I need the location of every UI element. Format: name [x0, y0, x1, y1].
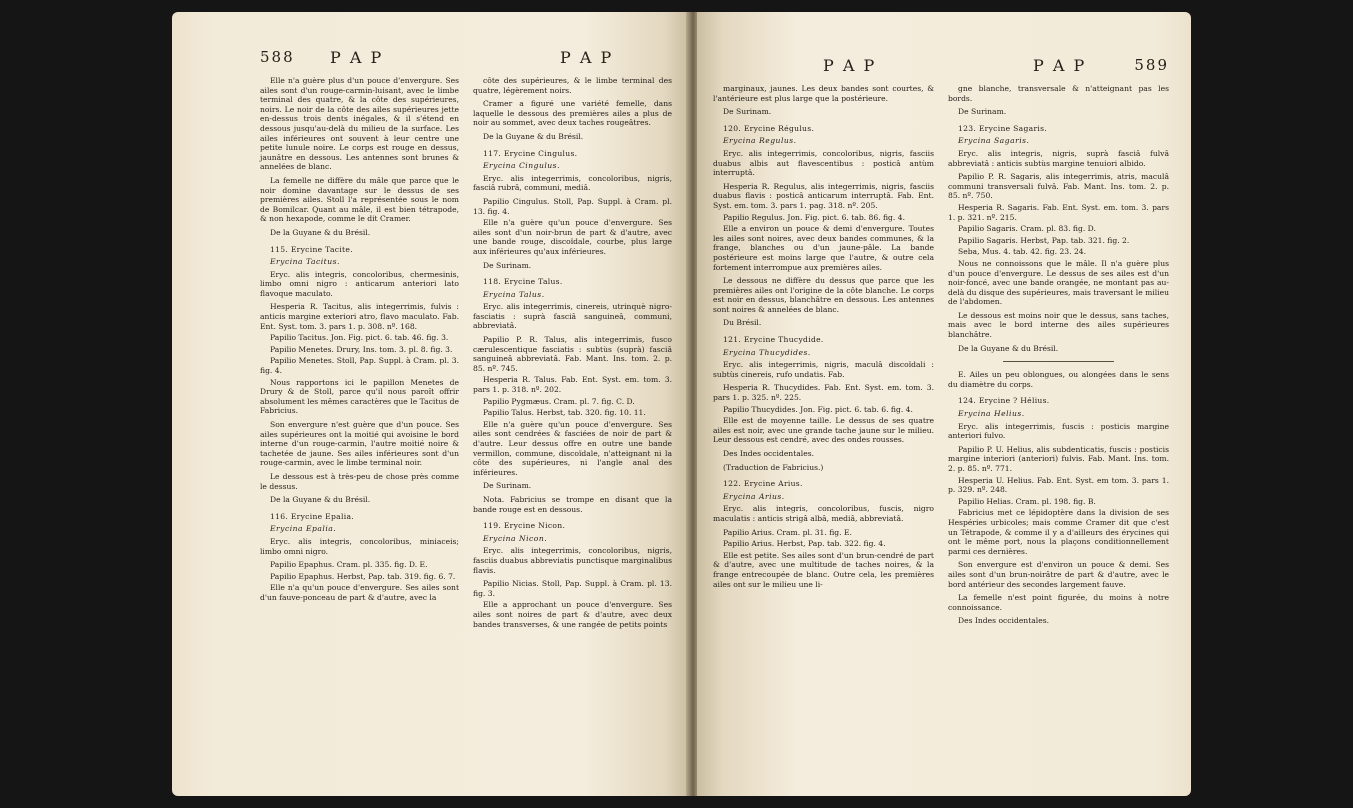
- entry-heading: 115. Erycine Tacite.: [270, 244, 353, 254]
- paragraph: Elle n'a guère plus d'un pouce d'envergure. Ses ailes sont d'un rouge-carmin-luisant, avec le limbe terminal des quatre, & la côte des supérieures, noirs. Le noir de la côte des ailes supérieures jette en-dessus trois dents inégales, & il s'étend en dessous jusqu'au-delà du milieu de la surface. Les ailes inférieures ont souvent à leur centre une petite lunule noire. Le corps est rouge en dessus, jaunâtre en dessous. Les antennes sont brunes & annelées de blanc.: [260, 76, 459, 172]
- running-head-title: P A P: [1033, 56, 1087, 75]
- entry-heading: 123. Erycine Sagaris.: [958, 123, 1048, 133]
- page-number: 589: [1134, 56, 1169, 74]
- paragraph: Eryc. alis integerrimis, nigris, maculâ discoïdali : subtùs cinereis, rufo undatis. Fab.: [713, 360, 934, 379]
- paragraph: côte des supérieures, & le limbe terminal des quatre, légèrement noirs.: [473, 76, 672, 95]
- paragraph: Eryc. alis integris, concoloribus, fuscis, nigro maculatis : anticis strigâ albâ, mediâ, abbreviatâ.: [713, 504, 934, 523]
- paragraph: (Traduction de Fabricius.): [723, 462, 824, 472]
- reference: Papilio Menetes. Drury, Ins. tom. 3. pl. 8. fig. 3.: [270, 344, 453, 354]
- latin-name: Erycina Tacitus.: [270, 257, 340, 267]
- paragraph: Elle est petite. Ses ailes sont d'un brun-cendré de part & d'autre, avec une multitude de taches noires, & la frange entrecoupée de blanc. Outre cela, les premières ailes ont sur le milieu une li-: [713, 550, 934, 589]
- latin-name: Erycina Sagaris.: [958, 136, 1030, 146]
- latin-name: Erycina Regulus.: [723, 136, 797, 146]
- paragraph: Des Indes occidentales.: [723, 449, 815, 458]
- paragraph: Elle est de moyenne taille. Le dessus de ses quatre ailes est noir, avec une grande tache jaune sur le milieu. Leur dessous est cendré, avec des ondes rousses.: [713, 416, 934, 445]
- reference: Seba, Mus. 4. tab. 42. fig. 23. 24.: [958, 247, 1087, 257]
- entry-heading: 116. Erycine Epalia.: [270, 511, 354, 521]
- latin-name: Erycina Epalia.: [270, 524, 337, 534]
- reference: Hesperia R. Thucydides. Fab. Ent. Syst. em. tom. 3. pars 1. p. 325. nº. 225.: [713, 383, 934, 403]
- latin-name: Erycina Nicon.: [483, 533, 548, 543]
- reference: Papilio P. R. Sagaris, alis integerrimis, atris, maculâ communi transversali fulvâ. Fab. Mant. Ins. tom. 2. p. 85. nº. 750.: [948, 172, 1169, 201]
- paragraph: Le dessous ne diffère du dessus que parce que les premières ailes ont l'origine de la côte blanche. Le corps est noir en dessus, blanchâtre en dessous. Les antennes sont noires & annelées de blanc.: [713, 276, 934, 314]
- paragraph: De Surinam.: [958, 107, 1007, 117]
- reference: Papilio Thucydides. Jon. Fig. pict. 6. tab. 6. fig. 4.: [723, 404, 913, 414]
- reference: Papilio Epaphus. Cram. pl. 335. fig. D. E.: [270, 560, 428, 570]
- reference: Papilio Regulus. Jon. Fig. pict. 6. tab. 86. fig. 4.: [723, 212, 905, 222]
- entry-heading: 122. Erycine Arius.: [723, 479, 803, 489]
- reference: Papilio Cingulus. Stoll, Pap. Suppl. à Cram. pl. 13. fig. 4.: [473, 196, 672, 216]
- paragraph: De la Guyane & du Brésil.: [270, 495, 371, 505]
- running-head-title: P A P: [560, 48, 614, 67]
- paragraph: Elle n'a qu'un pouce d'envergure. Ses ailes sont d'un fauve-ponceau de part & d'autre, avec la: [260, 583, 459, 602]
- reference: Papilio Arius. Herbst, Pap. tab. 322. fig. 4.: [723, 539, 886, 549]
- right-column-2: [948, 84, 1169, 630]
- reference: Papilio Sagaris. Cram. pl. 83. fig. D.: [958, 224, 1096, 234]
- paragraph: De la Guyane & du Brésil.: [958, 343, 1059, 353]
- reference: Papilio Menetes. Stoll, Pap. Suppl. à Cram. pl. 3. fig. 4.: [260, 356, 459, 376]
- paragraph: Du Brésil.: [723, 318, 762, 328]
- latin-name: Erycina Arius.: [723, 491, 785, 501]
- paragraph: Cramer a figuré une variété femelle, dans laquelle le dessous des premières ailes a plus de noir au sommet, avec deux taches rougeâtres.: [473, 99, 672, 128]
- paragraph: Eryc. alis integerrimis, concoloribus, nigris, fasciâ rubrâ, communi, mediâ.: [473, 173, 672, 193]
- running-head-title: P A P: [823, 56, 877, 75]
- right-running-head: [713, 56, 1169, 78]
- reference: Papilio Epaphus. Herbst, Pap. tab. 319. fig. 6. 7.: [270, 571, 456, 581]
- left-page: [172, 12, 690, 796]
- reference: Papilio Pygmæus. Cram. pl. 7. fig. C. D.: [483, 396, 635, 406]
- reference: Papilio Arius. Cram. pl. 31. fig. E.: [723, 527, 852, 537]
- paragraph: Son envergure est d'environ un pouce & demi. Ses ailes sont d'un brun-noirâtre de part & d'autre, avec le bord antérieur des secondes largement fauve.: [948, 560, 1169, 589]
- reference: Hesperia R. Regulus, alis integerrimis, nigris, fasciis duabus flavis : posticâ anticarum interruptâ. Fab. Ent. Syst. em. tom. 3. pars 1. pag. 318. nº. 205.: [713, 181, 934, 210]
- page-number: 588: [260, 48, 295, 66]
- reference: Papilio P. R. Talus, alis integerrimis, fusco cærulescentique fasciatis : subtùs (suprà) fasciâ sanguineâ abbreviatâ. Fab. Mant. Ins. tom. 2. p. 85. nº. 745.: [473, 335, 672, 373]
- entry-heading: 124. Erycine ? Hélius.: [958, 396, 1050, 406]
- latin-name: Erycina Talus.: [483, 289, 545, 299]
- right-column-1: [713, 84, 934, 630]
- paragraph: De la Guyane & du Brésil.: [270, 227, 371, 237]
- reference: Hesperia R. Tacitus, alis integerrimis, fulvis : anticis margine exteriori atro, flavo maculato. Fab. Ent. Syst. tom. 3. pars 1. p. 308. nº. 168.: [260, 302, 459, 331]
- reference: Papilio Talus. Herbst, tab. 320. fig. 10. 11.: [483, 408, 646, 418]
- reference: Papilio Nicias. Stoll, Pap. Suppl. à Cram. pl. 13. fig. 3.: [473, 579, 672, 598]
- paragraph: De la Guyane & du Brésil.: [483, 131, 584, 141]
- paragraph: La femelle n'est point figurée, du moins à notre connoissance.: [948, 593, 1169, 612]
- paragraph: Eryc. alis integerrimis, concoloribus, nigris, fasciis duabus abbreviatis punctisque marginalibus flavis.: [473, 546, 672, 575]
- left-column-1: [260, 76, 459, 633]
- paragraph: De Surinam.: [483, 260, 532, 270]
- paragraph: Eryc. alis integerrimis, fuscis : posticis margine anteriori fulvo.: [948, 421, 1169, 441]
- paragraph: Son envergure n'est guère que d'un pouce. Ses ailes supérieures ont la moitié qui avoisine le bord interne d'un rouge-carmin, l'autre moitié noire & tachetée de jaune. Ses ailes inférieures sont d'un rouge-carmin, avec le limbe terminal noir.: [260, 420, 459, 468]
- paragraph: Nota. Fabricius se trompe en disant que la bande rouge est en dessous.: [473, 494, 672, 514]
- reference: Papilio Tacitus. Jon. Fig. pict. 6. tab. 46. fig. 3.: [270, 333, 449, 343]
- paragraph: Elle n'a guère qu'un pouce d'envergure. Ses ailes sont d'un noir-brun de part & d'autre, avec une bande rouge, discoïdale, courbe, plus large aux inférieures qu'aux inférieures.: [473, 218, 672, 256]
- paragraph: Fabricius met ce lépidoptère dans la division de ses Hespéries urbicoles; mais comme Cramer dit que c'est un Tétrapode, & comme il y a d'ailleurs des érycines qui ont le même port, nous la plaçons conditionnellement parmi ces dernières.: [948, 508, 1169, 556]
- paragraph: Elle a approchant un pouce d'envergure. Ses ailes sont noires de part & d'autre, avec deux bandes transverses, & une rangée de petits points: [473, 600, 672, 629]
- paragraph: Eryc. alis integris, concoloribus, chermesinis, limbo omni nigro : anticarum anteriori lato flavoque maculato.: [260, 269, 459, 298]
- paragraph: Le dessous est moins noir que le dessus, sans taches, mais avec le bord interne des ailes supérieures blanchâtre.: [948, 310, 1169, 340]
- entry-heading: 119. Erycine Nicon.: [483, 521, 566, 531]
- paragraph: Nous ne connoissons que le mâle. Il n'a guère plus d'un pouce d'envergure. Le dessus de ses ailes est d'un noir-foncé, avec une bande orangée, ne montant pas au-delà du disque des supérieures, mais traversant le milieu de l'abdomen.: [948, 258, 1169, 307]
- paragraph: Des Indes occidentales.: [958, 616, 1050, 626]
- paragraph: Eryc. alis integerrimis, cinereis, utrinquè nigro-fasciatis : suprà fasciâ sanguineâ, communi, abbreviatâ.: [473, 302, 672, 331]
- entry-heading: 117. Erycine Cingulus.: [483, 148, 578, 158]
- paragraph: Eryc. alis integris, concoloribus, miniaceis; limbo omni nigro.: [260, 536, 459, 556]
- paragraph: Nous rapportons ici le papillon Menetes de Drury & de Stoll, parce qu'il nous paroît offrir absolument les mêmes caractères que le Tacitus de Fabricius.: [260, 377, 459, 416]
- reference: Papilio Sagaris. Herbst, Pap. tab. 321. fig. 2.: [958, 235, 1130, 245]
- right-columns: [713, 84, 1169, 630]
- latin-name: Erycina Helius.: [958, 409, 1025, 419]
- entry-heading: 120. Erycine Régulus.: [723, 123, 815, 133]
- paragraph: marginaux, jaunes. Les deux bandes sont courtes, & l'antérieure est plus large que la postérieure.: [713, 84, 934, 103]
- paragraph: E. Ailes un peu oblongues, ou alongées dans le sens du diamètre du corps.: [948, 370, 1169, 389]
- paragraph: Elle a environ un pouce & demi d'envergure. Toutes les ailes sont noires, avec deux bandes communes, & la frange, blanches ou d'un jaune-pâle. La bande postérieure est moins large que l'autre, & outre cela fortement interrompue aux premières ailes.: [713, 224, 934, 272]
- paragraph: gne blanche, transversale & n'atteignant pas les bords.: [948, 84, 1169, 103]
- reference: Hesperia U. Helius. Fab. Ent. Syst. em tom. 3. pars 1. p. 329. nº. 248.: [948, 475, 1169, 495]
- paragraph: Eryc. alis integerrimis, concoloribus, nigris, fasciis duabus albis aut flavescentibus : posticâ antùm interruptâ.: [713, 148, 934, 178]
- paragraph: De Surinam.: [483, 481, 532, 491]
- entry-heading: 121. Erycine Thucydide.: [723, 335, 824, 345]
- reference: Hesperia R. Talus. Fab. Ent. Syst. em. tom. 3. pars 1. p. 318. nº. 202.: [473, 375, 672, 395]
- left-running-head: [260, 48, 672, 70]
- paragraph: Le dessous est à très-peu de chose près comme le dessus.: [260, 471, 459, 491]
- left-column-2: [473, 76, 672, 633]
- right-page: [697, 12, 1191, 796]
- left-columns: [260, 76, 672, 633]
- entry-heading: 118. Erycine Talus.: [483, 277, 563, 287]
- reference: Papilio Helias. Cram. pl. 198. fig. B.: [958, 496, 1096, 506]
- latin-name: Erycina Cingulus.: [483, 161, 560, 171]
- reference: Papilio P. U. Helius, alis subdenticatis, fuscis : posticis margine interiori (anteriori) fulvis. Fab. Mant. Ins. tom. 2. p. 85. nº. 771.: [948, 444, 1169, 473]
- paragraph: Eryc. alis integris, nigris, suprà fasciâ fulvâ abbreviatâ : anticis subtùs margine tenuiori albido.: [948, 148, 1169, 168]
- paragraph: La femelle ne diffère du mâle que parce que le noir domine davantage sur le dessus de ses premières ailes. Stoll l'a représentée sous le nom de Bomilcar. Quant au mâle, il est bien tétrapode, & non hexapode, comme le dit Cramer.: [260, 175, 459, 224]
- running-head-title: P A P: [330, 48, 384, 67]
- section-separator: [1003, 361, 1114, 362]
- paragraph: De Surinam.: [723, 107, 772, 117]
- latin-name: Erycina Thucydides.: [723, 347, 811, 357]
- reference: Hesperia R. Sagaris. Fab. Ent. Syst. em. tom. 3. pars 1. p. 321. nº. 215.: [948, 202, 1169, 222]
- paragraph: Elle n'a guère qu'un pouce d'envergure. Ses ailes sont cendrées & fasciées de noir de part & d'autre. Leur dessus offre en outre une bande vermillon, commune, discoïdale, n'atteignant ni la côte des supérieures, ni l'angle anal des inférieures.: [473, 419, 672, 477]
